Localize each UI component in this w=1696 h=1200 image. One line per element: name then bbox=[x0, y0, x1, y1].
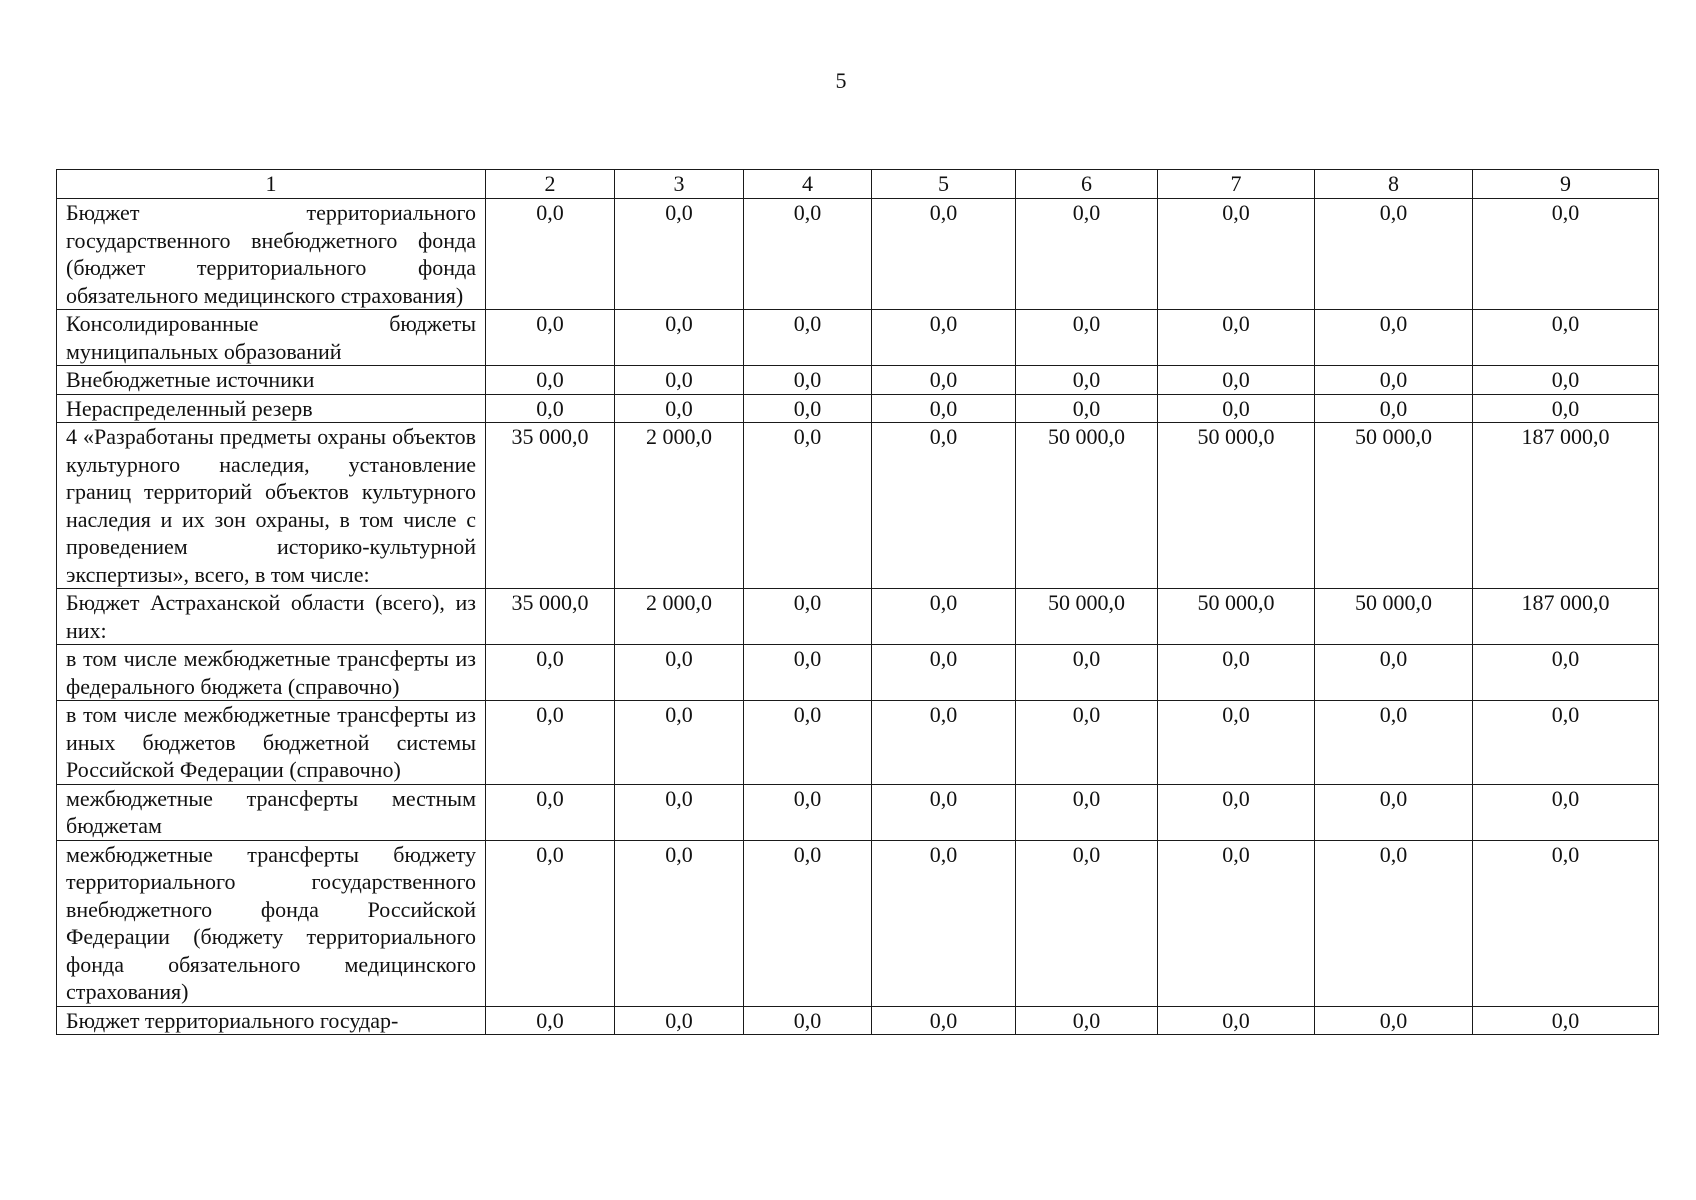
table-row bbox=[57, 1006, 1659, 1035]
value-cell: 0,0 bbox=[486, 840, 615, 1006]
column-header: 8 bbox=[1315, 170, 1473, 199]
column-number-row bbox=[57, 170, 1659, 199]
value-cell: 0,0 bbox=[1315, 784, 1473, 840]
value-cell: 0,0 bbox=[615, 701, 744, 785]
value-cell: 0,0 bbox=[615, 394, 744, 423]
value-cell: 50 000,0 bbox=[1315, 589, 1473, 645]
value-cell: 0,0 bbox=[615, 1006, 744, 1035]
column-header: 1 bbox=[57, 170, 486, 199]
value-cell: 0,0 bbox=[872, 645, 1016, 701]
value-cell: 0,0 bbox=[1315, 366, 1473, 395]
value-cell: 50 000,0 bbox=[1158, 589, 1315, 645]
value-cell: 0,0 bbox=[1315, 199, 1473, 310]
value-cell: 0,0 bbox=[744, 423, 872, 589]
table-row bbox=[57, 701, 1659, 785]
value-cell: 0,0 bbox=[744, 199, 872, 310]
value-cell: 0,0 bbox=[744, 701, 872, 785]
value-cell: 35 000,0 bbox=[486, 589, 615, 645]
value-cell: 0,0 bbox=[1473, 1006, 1659, 1035]
table-row bbox=[57, 310, 1659, 366]
value-cell: 0,0 bbox=[1315, 645, 1473, 701]
row-label: межбюджетные трансферты бюджету территориального государственного внебюджетного фонда Российской Федерации (бюджету территориального фонда обязательного медицинского страхования) bbox=[57, 840, 486, 1006]
value-cell: 0,0 bbox=[1473, 784, 1659, 840]
value-cell: 0,0 bbox=[744, 784, 872, 840]
table-row bbox=[57, 645, 1659, 701]
value-cell: 0,0 bbox=[1016, 840, 1158, 1006]
value-cell: 0,0 bbox=[872, 199, 1016, 310]
value-cell: 0,0 bbox=[872, 589, 1016, 645]
row-label: Внебюджетные источники bbox=[57, 366, 486, 395]
column-header: 3 bbox=[615, 170, 744, 199]
column-header: 9 bbox=[1473, 170, 1659, 199]
value-cell: 0,0 bbox=[872, 840, 1016, 1006]
value-cell: 0,0 bbox=[1158, 366, 1315, 395]
value-cell: 0,0 bbox=[872, 1006, 1016, 1035]
value-cell: 0,0 bbox=[486, 1006, 615, 1035]
value-cell: 0,0 bbox=[1473, 199, 1659, 310]
row-label: Нераспределенный резерв bbox=[57, 394, 486, 423]
row-label: 4 «Разработаны предметы охраны объектов культурного наследия, установление границ территорий объектов культурного наследия и их зон охраны, в том числе с проведением историко-культурной экспертизы», всего, в том числе: bbox=[57, 423, 486, 589]
value-cell: 0,0 bbox=[872, 784, 1016, 840]
row-label: в том числе межбюджетные трансферты из иных бюджетов бюджетной системы Российской Федерации (справочно) bbox=[57, 701, 486, 785]
value-cell: 0,0 bbox=[1473, 366, 1659, 395]
table-row bbox=[57, 394, 1659, 423]
value-cell: 187 000,0 bbox=[1473, 589, 1659, 645]
value-cell: 0,0 bbox=[1016, 1006, 1158, 1035]
value-cell: 0,0 bbox=[486, 701, 615, 785]
value-cell: 0,0 bbox=[1158, 310, 1315, 366]
table-body bbox=[57, 170, 1659, 1035]
row-label: Бюджет территориального государ- bbox=[57, 1006, 486, 1035]
value-cell: 0,0 bbox=[1016, 645, 1158, 701]
value-cell: 0,0 bbox=[1315, 310, 1473, 366]
value-cell: 0,0 bbox=[744, 310, 872, 366]
table-row bbox=[57, 199, 1659, 310]
value-cell: 0,0 bbox=[1016, 310, 1158, 366]
value-cell: 0,0 bbox=[744, 1006, 872, 1035]
value-cell: 0,0 bbox=[744, 366, 872, 395]
value-cell: 0,0 bbox=[1473, 394, 1659, 423]
value-cell: 0,0 bbox=[615, 366, 744, 395]
value-cell: 0,0 bbox=[1016, 394, 1158, 423]
value-cell: 0,0 bbox=[615, 784, 744, 840]
value-cell: 0,0 bbox=[1158, 701, 1315, 785]
value-cell: 187 000,0 bbox=[1473, 423, 1659, 589]
value-cell: 0,0 bbox=[1473, 310, 1659, 366]
value-cell: 0,0 bbox=[1473, 645, 1659, 701]
value-cell: 0,0 bbox=[1158, 784, 1315, 840]
value-cell: 2 000,0 bbox=[615, 589, 744, 645]
column-header: 5 bbox=[872, 170, 1016, 199]
table-row bbox=[57, 589, 1659, 645]
value-cell: 0,0 bbox=[615, 840, 744, 1006]
row-label: межбюджетные трансферты местным бюджетам bbox=[57, 784, 486, 840]
value-cell: 0,0 bbox=[1315, 701, 1473, 785]
value-cell: 0,0 bbox=[1158, 199, 1315, 310]
value-cell: 0,0 bbox=[1315, 394, 1473, 423]
column-header: 4 bbox=[744, 170, 872, 199]
value-cell: 0,0 bbox=[1016, 701, 1158, 785]
value-cell: 0,0 bbox=[1158, 1006, 1315, 1035]
value-cell: 50 000,0 bbox=[1315, 423, 1473, 589]
value-cell: 0,0 bbox=[615, 199, 744, 310]
table-row bbox=[57, 423, 1659, 589]
value-cell: 0,0 bbox=[486, 310, 615, 366]
value-cell: 35 000,0 bbox=[486, 423, 615, 589]
value-cell: 0,0 bbox=[486, 199, 615, 310]
value-cell: 0,0 bbox=[744, 589, 872, 645]
value-cell: 0,0 bbox=[744, 645, 872, 701]
value-cell: 0,0 bbox=[615, 645, 744, 701]
column-header: 7 bbox=[1158, 170, 1315, 199]
value-cell: 50 000,0 bbox=[1016, 423, 1158, 589]
budget-table bbox=[56, 169, 1659, 1035]
value-cell: 0,0 bbox=[486, 784, 615, 840]
column-header: 6 bbox=[1016, 170, 1158, 199]
value-cell: 0,0 bbox=[1158, 840, 1315, 1006]
table-row bbox=[57, 366, 1659, 395]
row-label: Бюджет Астраханской области (всего), из них: bbox=[57, 589, 486, 645]
value-cell: 0,0 bbox=[1315, 1006, 1473, 1035]
value-cell: 50 000,0 bbox=[1158, 423, 1315, 589]
value-cell: 0,0 bbox=[872, 310, 1016, 366]
value-cell: 0,0 bbox=[1158, 645, 1315, 701]
table-row bbox=[57, 840, 1659, 1006]
row-label: Консолидированные бюджеты муниципальных образований bbox=[57, 310, 486, 366]
value-cell: 0,0 bbox=[1016, 784, 1158, 840]
value-cell: 0,0 bbox=[486, 394, 615, 423]
value-cell: 0,0 bbox=[486, 645, 615, 701]
value-cell: 0,0 bbox=[615, 310, 744, 366]
value-cell: 0,0 bbox=[1315, 840, 1473, 1006]
value-cell: 0,0 bbox=[872, 423, 1016, 589]
value-cell: 0,0 bbox=[744, 394, 872, 423]
value-cell: 0,0 bbox=[1158, 394, 1315, 423]
page-number: 5 bbox=[835, 68, 847, 93]
row-label: Бюджет территориального государственного внебюджетного фонда (бюджет территориального фонда обязательного медицинского страхования) bbox=[57, 199, 486, 310]
table-row bbox=[57, 784, 1659, 840]
value-cell: 0,0 bbox=[872, 366, 1016, 395]
value-cell: 0,0 bbox=[486, 366, 615, 395]
column-header: 2 bbox=[486, 170, 615, 199]
value-cell: 0,0 bbox=[1473, 701, 1659, 785]
value-cell: 0,0 bbox=[872, 701, 1016, 785]
value-cell: 0,0 bbox=[872, 394, 1016, 423]
value-cell: 50 000,0 bbox=[1016, 589, 1158, 645]
value-cell: 0,0 bbox=[1016, 366, 1158, 395]
value-cell: 2 000,0 bbox=[615, 423, 744, 589]
value-cell: 0,0 bbox=[744, 840, 872, 1006]
value-cell: 0,0 bbox=[1473, 840, 1659, 1006]
value-cell: 0,0 bbox=[1016, 199, 1158, 310]
row-label: в том числе межбюджетные трансферты из федерального бюджета (справочно) bbox=[57, 645, 486, 701]
